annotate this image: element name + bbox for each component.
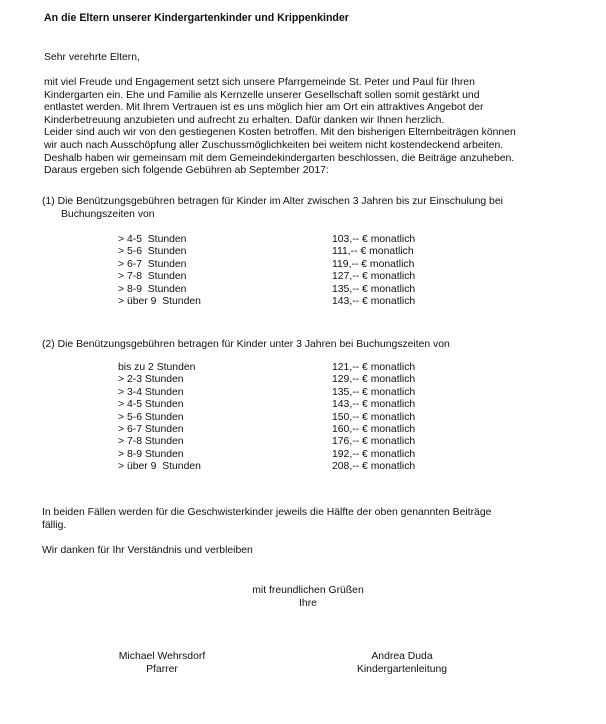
sibling-note: [42, 507, 587, 532]
sibling-note-line: fällig.: [42, 519, 67, 531]
fee-row: [118, 436, 478, 448]
fee-duration: bis zu 2 Stunden: [118, 362, 196, 373]
fee-row: [118, 284, 478, 296]
salutation: Sehr verehrte Eltern,: [44, 52, 140, 63]
fee-price: 208,-- € monatlich: [332, 461, 416, 473]
closing-ihre: Ihre: [299, 597, 317, 609]
intro-line: Kinderbetreuung anzubieten und aufrecht zu erhalten. Dafür danken wir Ihnen herzlich.: [44, 114, 445, 126]
fee-duration: > 4-5 Stunden: [118, 234, 187, 245]
fee-row: [118, 399, 478, 411]
fee-price: 127,-- € monatlich: [332, 271, 416, 283]
letter-title: An die Eltern unserer Kindergartenkinder und Krippenkinder: [44, 12, 349, 24]
closing-greeting: mit freundlichen Grüßen: [252, 585, 364, 596]
fee-price: 129,-- € monatlich: [332, 374, 416, 386]
signature-role: Pfarrer: [146, 663, 178, 675]
fee-duration: > 4-5 Stunden: [118, 399, 184, 411]
fee-duration: > 7-8 Stunden: [118, 436, 184, 448]
intro-line: Kindergarten ein. Ehe und Familie als Kernzelle unserer Gesellschaft sollen somit gestärkt und: [44, 89, 480, 101]
fee-duration: > über 9 Stunden: [118, 295, 201, 307]
intro-line: entlastet werden. Mit Ihrem Vertrauen ist es uns möglich hier am Ort ein attraktives Angebot der: [44, 102, 484, 114]
fee-price: 135,-- € monatlich: [332, 283, 416, 295]
fee-duration: > 7-8 Stunden: [118, 271, 187, 283]
fee-price: 121,-- € monatlich: [332, 362, 416, 373]
signature-left: [102, 651, 222, 676]
fee-row: [118, 234, 478, 246]
fee-row: [118, 449, 478, 461]
fee-price: 176,-- € monatlich: [332, 436, 416, 448]
fee-duration: > 6-7 Stunden: [118, 423, 184, 435]
intro-line: Daraus ergeben sich folgende Gebühren ab September 2017:: [44, 165, 329, 177]
intro-paragraph: [44, 77, 584, 178]
fee-duration: > 8-9 Stunden: [118, 283, 187, 295]
fee-row: [118, 461, 478, 473]
section-1-heading: [42, 196, 590, 221]
fee-row: [118, 387, 478, 399]
intro-line: Leider sind auch wir von den gestiegenen Kosten betroffen. Mit den bisherigen Elternbeiträgen können: [44, 127, 516, 139]
fee-duration: > 8-9 Stunden: [118, 448, 184, 460]
fee-row: [118, 412, 478, 424]
fee-price: 111,-- € monatlich: [332, 246, 414, 258]
fee-price: 103,-- € monatlich: [332, 234, 416, 245]
section-2-heading: (2) Die Benützungsgebühren betragen für Kinder unter 3 Jahren bei Buchungszeiten von: [42, 339, 450, 350]
sibling-note-line: In beiden Fällen werden für die Geschwisterkinder jeweils die Hälfte der oben genannten Beiträge: [42, 507, 492, 518]
fee-table-1: [118, 234, 478, 308]
fee-price: 143,-- € monatlich: [332, 295, 416, 307]
fee-price: 160,-- € monatlich: [332, 423, 416, 435]
fee-duration: > 6-7 Stunden: [118, 258, 187, 270]
intro-line: mit viel Freude und Engagement setzt sich unsere Pfarrgemeinde St. Peter und Paul für Ihren: [44, 77, 475, 88]
fee-price: 119,-- € monatlich: [332, 258, 415, 270]
fee-duration: > 2-3 Stunden: [118, 374, 184, 386]
fee-row: [118, 424, 478, 436]
thanks-line: Wir danken für Ihr Verständnis und verbleiben: [42, 545, 253, 556]
fee-duration: > 5-6 Stunden: [118, 411, 184, 423]
fee-duration: > 3-4 Stunden: [118, 386, 184, 398]
intro-line: wir auch nach Ausschöpfung aller Zuschussmöglichkeiten bei weitem nicht kostendeckend arbeiten.: [44, 139, 504, 151]
closing: [252, 585, 364, 610]
intro-line: Deshalb haben wir gemeinsam mit dem Gemeindekindergarten beschlossen, die Beiträge anzuheben.: [44, 152, 515, 164]
section-1-heading-line: Buchungszeiten von: [61, 208, 155, 220]
fee-duration: > 5-6 Stunden: [118, 246, 187, 258]
fee-duration: > über 9 Stunden: [118, 461, 201, 473]
fee-row: [118, 374, 478, 386]
signature-right: [337, 651, 467, 676]
signature-role: Kindergartenleitung: [356, 663, 448, 675]
fee-table-2: [118, 362, 478, 474]
fee-price: 135,-- € monatlich: [332, 386, 416, 398]
signature-name: Michael Wehrsdorf: [118, 651, 206, 662]
fee-price: 192,-- € monatlich: [332, 448, 416, 460]
fee-price: 150,-- € monatlich: [332, 411, 416, 423]
signature-name: Andrea Duda: [371, 651, 433, 662]
fee-row: [118, 296, 478, 308]
fee-price: 143,-- € monatlich: [332, 399, 416, 411]
fee-row: [118, 362, 478, 374]
fee-row: [118, 259, 478, 271]
fee-row: [118, 271, 478, 283]
fee-row: [118, 246, 478, 258]
section-1-heading-line: (1) Die Benützungsgebühren betragen für Kinder im Alter zwischen 3 Jahren bis zur Einschulung bei: [42, 196, 503, 207]
